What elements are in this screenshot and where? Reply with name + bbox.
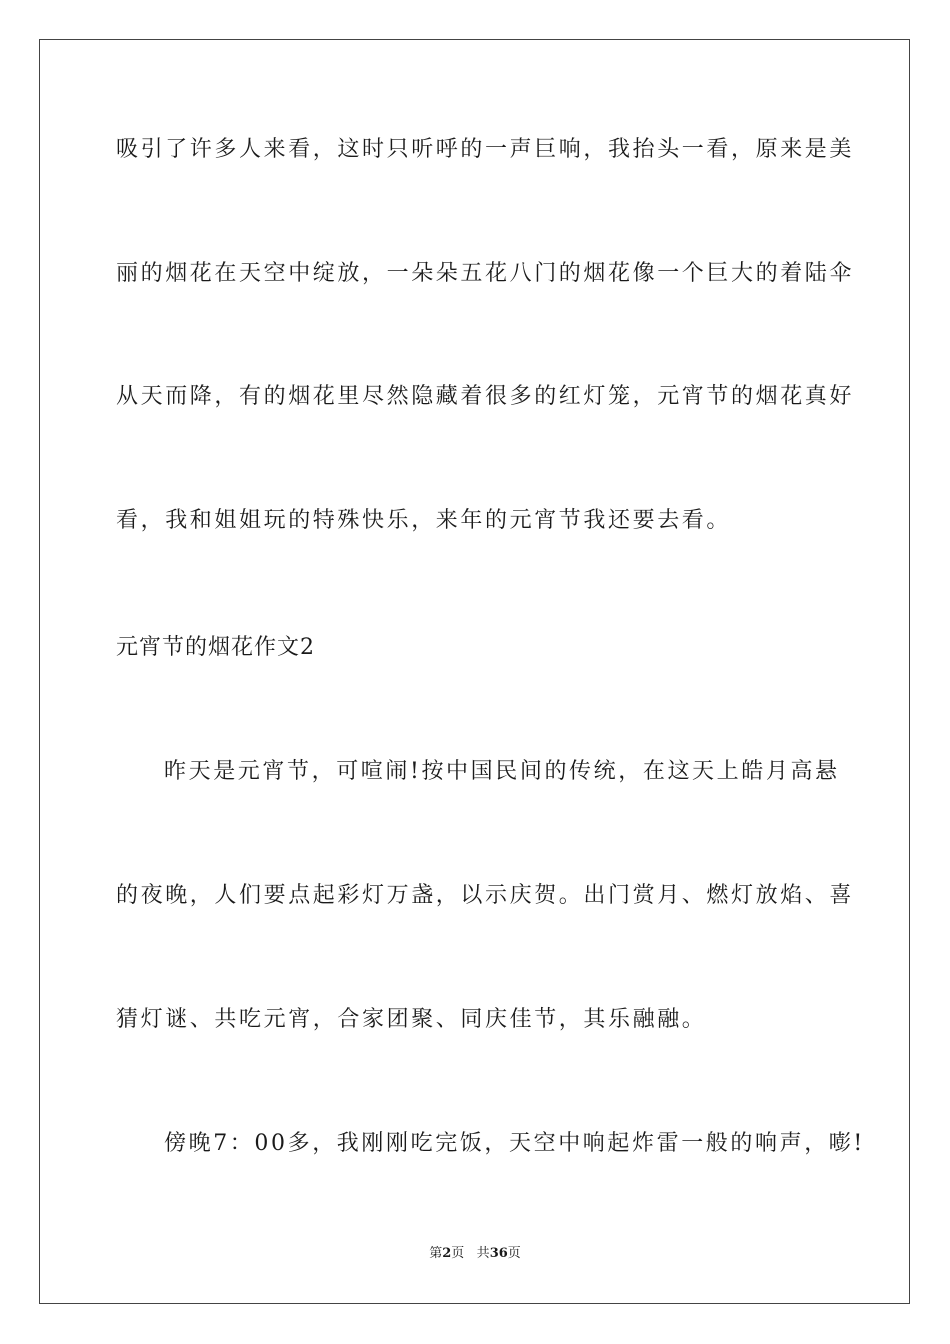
page-prefix: 第 [429,1246,443,1261]
paragraph-line: 的夜晚，人们要点起彩灯万盏，以示庆贺。出门赏月、燃灯放焰、喜 [116,883,855,908]
page-footer [0,1245,950,1263]
total-suffix: 页 [507,1246,521,1261]
paragraph-line: 傍晚7：00多，我刚刚吃完饭，天空中响起炸雷一般的响声，嘭! [164,1131,865,1156]
page-suffix: 页 [451,1246,465,1261]
paragraph-line: 丽的烟花在天空中绽放，一朵朵五花八门的烟花像一个巨大的着陆伞 [116,261,855,286]
paragraph-line: 昨天是元宵节，可喧闹!按中国民间的传统，在这天上皓月高悬 [164,759,840,784]
paragraph-line: 猜灯谜、共吃元宵，合家团聚、同庆佳节，其乐融融。 [116,1007,707,1032]
total-prefix: 共 [476,1246,490,1261]
paragraph-line: 从天而降，有的烟花里尽然隐藏着很多的红灯笼，元宵节的烟花真好 [116,384,855,409]
total-pages: 36 [489,1246,508,1261]
paragraph-line: 看，我和姐姐玩的特殊快乐，来年的元宵节我还要去看。 [116,508,732,533]
paragraph-line: 吸引了许多人来看，这时只听呼的一声巨响，我抬头一看，原来是美 [116,137,855,162]
page-number: 2 [442,1246,452,1261]
page-border [39,39,910,1304]
section-title: 元宵节的烟花作文2 [116,635,315,660]
